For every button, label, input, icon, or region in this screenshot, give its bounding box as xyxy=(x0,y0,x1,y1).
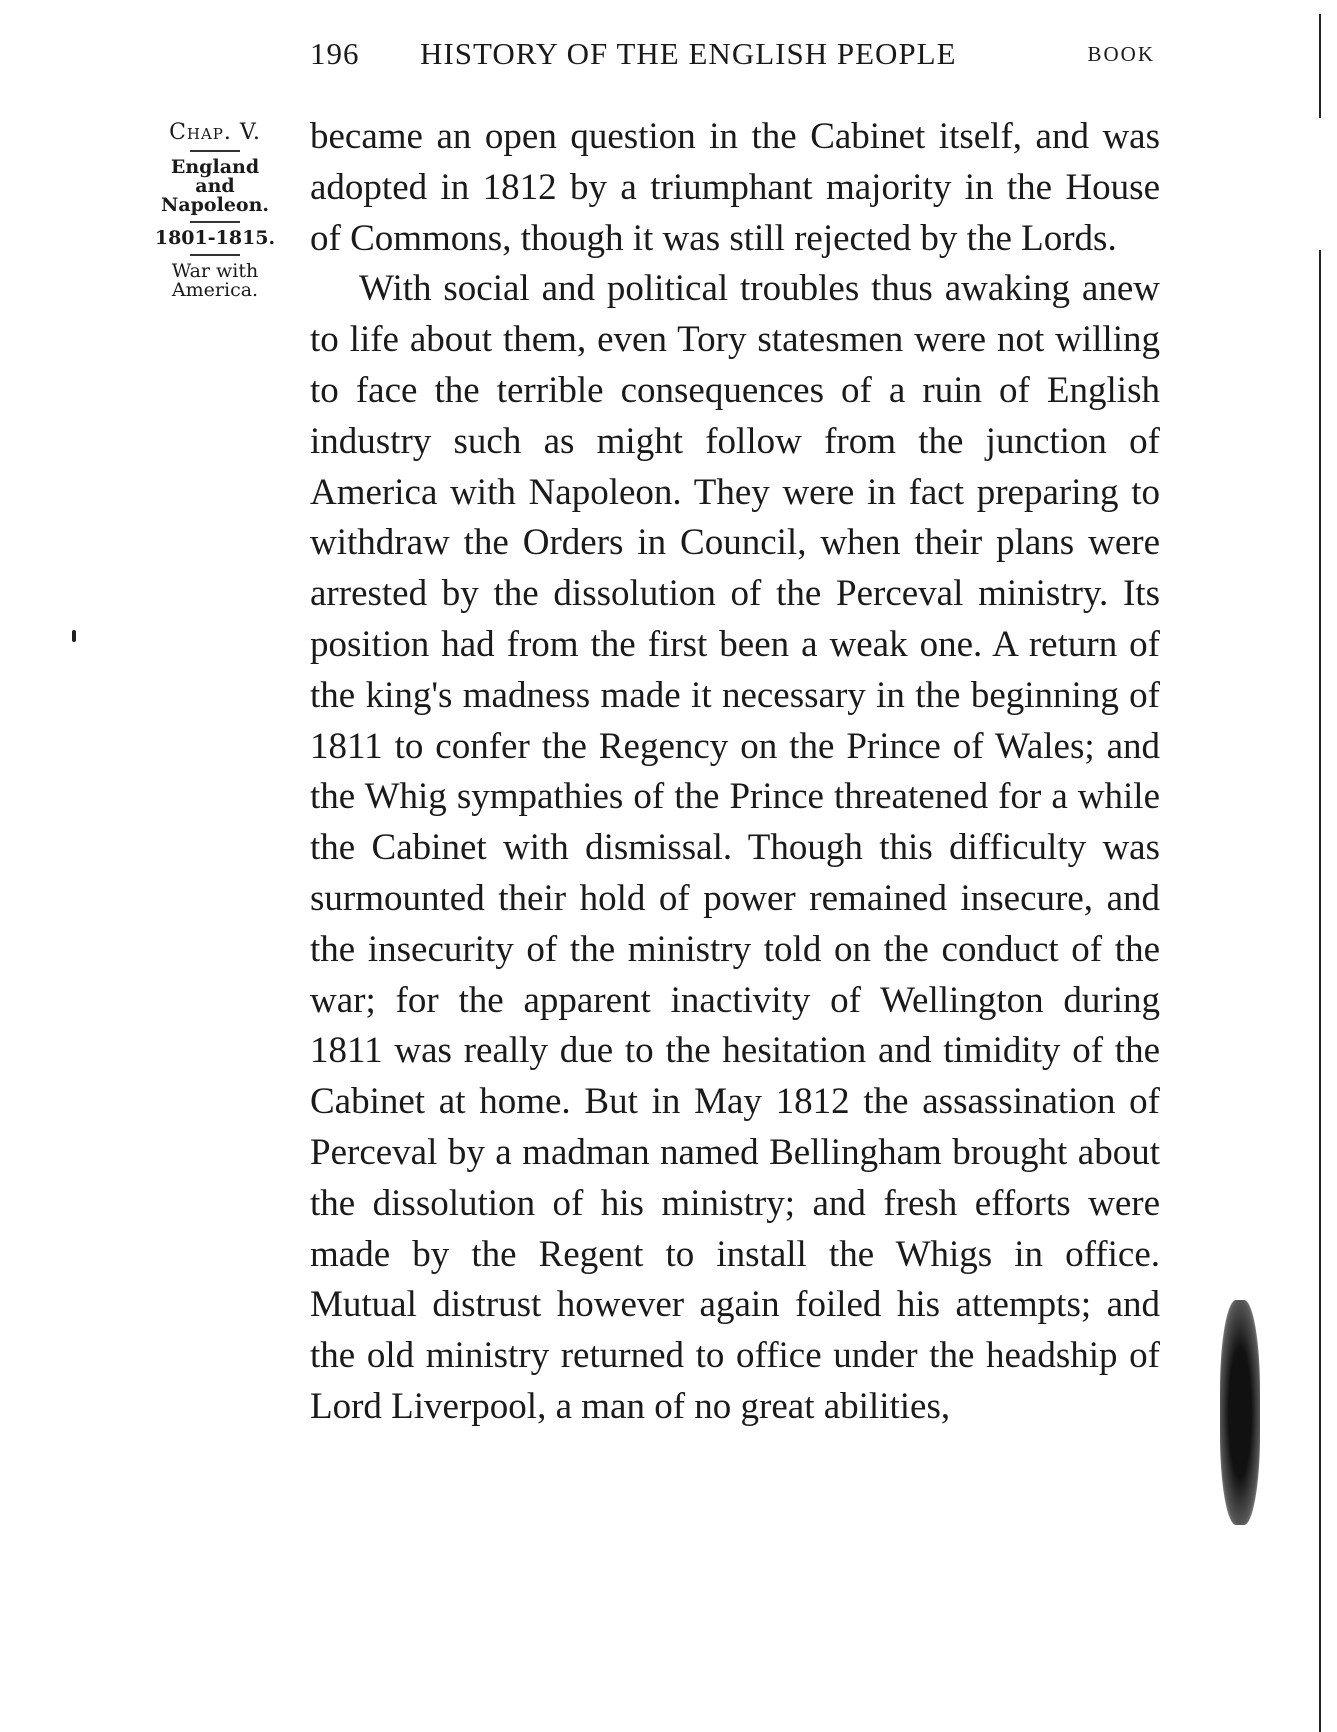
margin-rule xyxy=(190,254,240,256)
page-edge-line xyxy=(1319,250,1321,1732)
subtopic-note-line2: America. xyxy=(171,279,259,301)
body-text xyxy=(310,112,1160,1433)
paragraph: With social and political troubles thus awaking anew to life about them, even Tory statesmen were not willing to face the terrible consequences of a ruin of English industry such as might follow from the junction of America with Napoleon. They were in fact preparing to withdraw the Orders in Council, when their plans were arrested by the dissolution of the Perceval ministry. Its position had from the first been a weak one. A return of the king's madness made it necessary in the beginning of 1811 to confer the Regency on the Prince of Wales; and the Whig sympathies of the Prince threatened for a while the Cabinet with dismissal. Though this difficulty was surmounted their hold of power remained insecure, and the insecurity of the ministry told on the conduct of the war; for the apparent inactivity of Wellington during 1811 was really due to the hesitation and timidity of the Cabinet at home. But in May 1812 the assassination of Perceval by a madman named Bellingham brought about the dissolution of his ministry; and fresh efforts were made by the Regent to install the Whigs in office. Mutual distrust however again foiled his attempts; and the old ministry returned to office under the headship of Lord Liverpool, a man of no great abilities, xyxy=(310,268,1160,1427)
page-header xyxy=(310,36,1170,76)
page-edge-line xyxy=(1319,14,1321,118)
margin-notes xyxy=(150,122,280,300)
topic-note-line2: and xyxy=(195,175,235,197)
subtopic-note-line1: War with xyxy=(171,260,259,282)
topic-note-line1: England xyxy=(170,156,260,178)
running-title: HISTORY OF THE ENGLISH PEOPLE xyxy=(420,36,957,71)
topic-note-line3: Napoleon. xyxy=(160,194,270,216)
margin-rule xyxy=(190,221,240,223)
paragraph: became an open question in the Cabinet itself, and was adopted in 1812 by a triumphant majority in the House of Commons, though it was still rejected by the Lords. xyxy=(310,116,1160,259)
margin-rule xyxy=(190,150,240,152)
chapter-note: Chap. V. xyxy=(169,120,261,145)
book-label: BOOK xyxy=(1087,42,1155,66)
page-number: 196 xyxy=(310,36,360,71)
dates-note: 1801-1815. xyxy=(154,227,276,249)
ink-smudge xyxy=(1220,1300,1260,1525)
ink-speck xyxy=(72,630,76,642)
